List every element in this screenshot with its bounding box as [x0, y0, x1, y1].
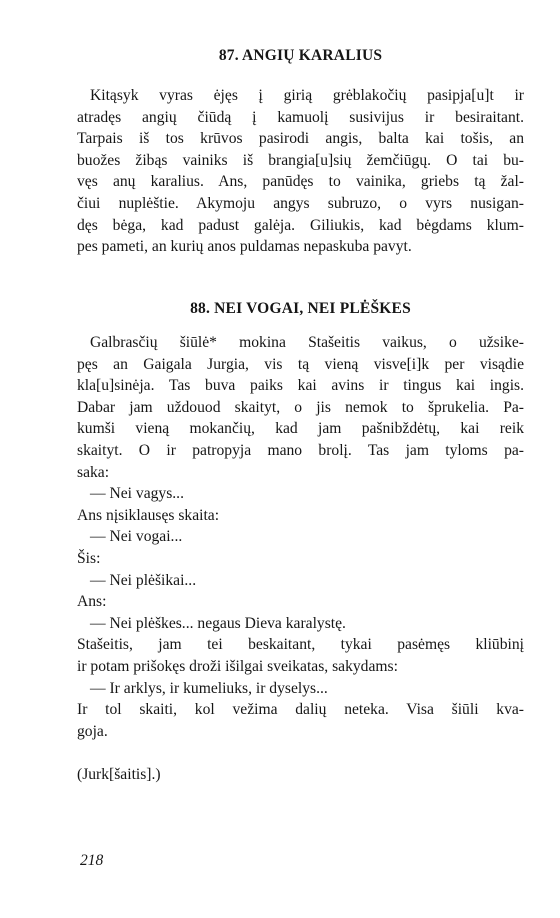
- text-line: Ans:: [77, 593, 107, 611]
- text-line: Galbrasčių šiūlė* mokina Stašeitis vaikus, o užsike-: [90, 334, 524, 351]
- text-line: Kitąsyk vyras ėjęs į girią grėblakočių pasipja[u]t ir: [90, 87, 524, 104]
- text-line: skaityt. O ir patropyja mano brolį. Tas jam tyloms pa-: [77, 441, 524, 459]
- source-attribution: (Jurk[šaitis].): [77, 765, 161, 783]
- dialogue-line: — Nei vagys...: [90, 485, 184, 503]
- text-line: dęs bėga, kad padust galėja. Giliukis, kad bėgdams klum-: [77, 216, 524, 234]
- text-line: buožes žibąs vainiks iš brangia[u]sių žemčiūgų. O tai bu-: [77, 151, 524, 169]
- dialogue-line: — Ir arklys, ir kumeliuks, ir dyselys...: [90, 679, 328, 697]
- text-line: vęs anų karalius. Ans, panūdęs to vainika, griebs tą žal-: [77, 173, 524, 191]
- text-line: ir potam prišokęs droži išilgai sveikatas, sakydams:: [77, 657, 398, 675]
- text-line: kumši vieną mokančių, kad jam pašnibždėtų, kai reik: [77, 420, 524, 438]
- text-line: Šis:: [77, 549, 101, 567]
- story-title-87: 87. ANGIŲ KARALIUS: [218, 47, 383, 64]
- story-title-88: 88. NEI VOGAI, NEI PLĖŠKES: [190, 300, 411, 317]
- text-line: Ir tol skaiti, kol vežima dalių neteka. Visa šiūli kva-: [77, 701, 524, 719]
- text-line: kla[u]sinėja. Tas buva paiks kai avins ir tingus kai ingis.: [77, 377, 524, 395]
- blank-line: [77, 742, 524, 764]
- page-number: 218: [80, 852, 104, 869]
- dialogue-line: — Nei plėškes... negaus Dieva karalystę.: [90, 614, 346, 632]
- text-line: goja.: [77, 722, 108, 740]
- text-line: pęs an Gaigala Jurgia, vis tą vieną visve[i]k per visądie: [77, 355, 524, 373]
- dialogue-line: — Nei vogai...: [90, 528, 183, 546]
- text-line: Ans nįsiklausęs skaita:: [77, 506, 220, 524]
- text-line: Stašeitis, jam tei beskaitant, tykai pasėmęs kliūbinį: [77, 636, 524, 654]
- story-text-88: [77, 332, 524, 785]
- text-line: saka:: [77, 463, 110, 481]
- text-line: Tarpais iš tos krūvos pasirodi angis, balta kai tošis, an: [77, 130, 524, 148]
- dialogue-line: — Nei plėšikai...: [90, 571, 197, 589]
- story-text-87: [77, 85, 524, 258]
- text-line: Dabar jam uždouod skaityt, o jis nemok to šprukelia. Pa-: [77, 398, 524, 416]
- text-line: pes pameti, an kurių anos puldamas nepaskuba pavyt.: [77, 238, 412, 256]
- text-line: atradęs angių čiūdą į kamuolį susivijus ir besiraitant.: [77, 108, 524, 126]
- text-line: čiui nuplėštie. Akymoju angys subruzo, o vyrs nusigan-: [77, 194, 524, 212]
